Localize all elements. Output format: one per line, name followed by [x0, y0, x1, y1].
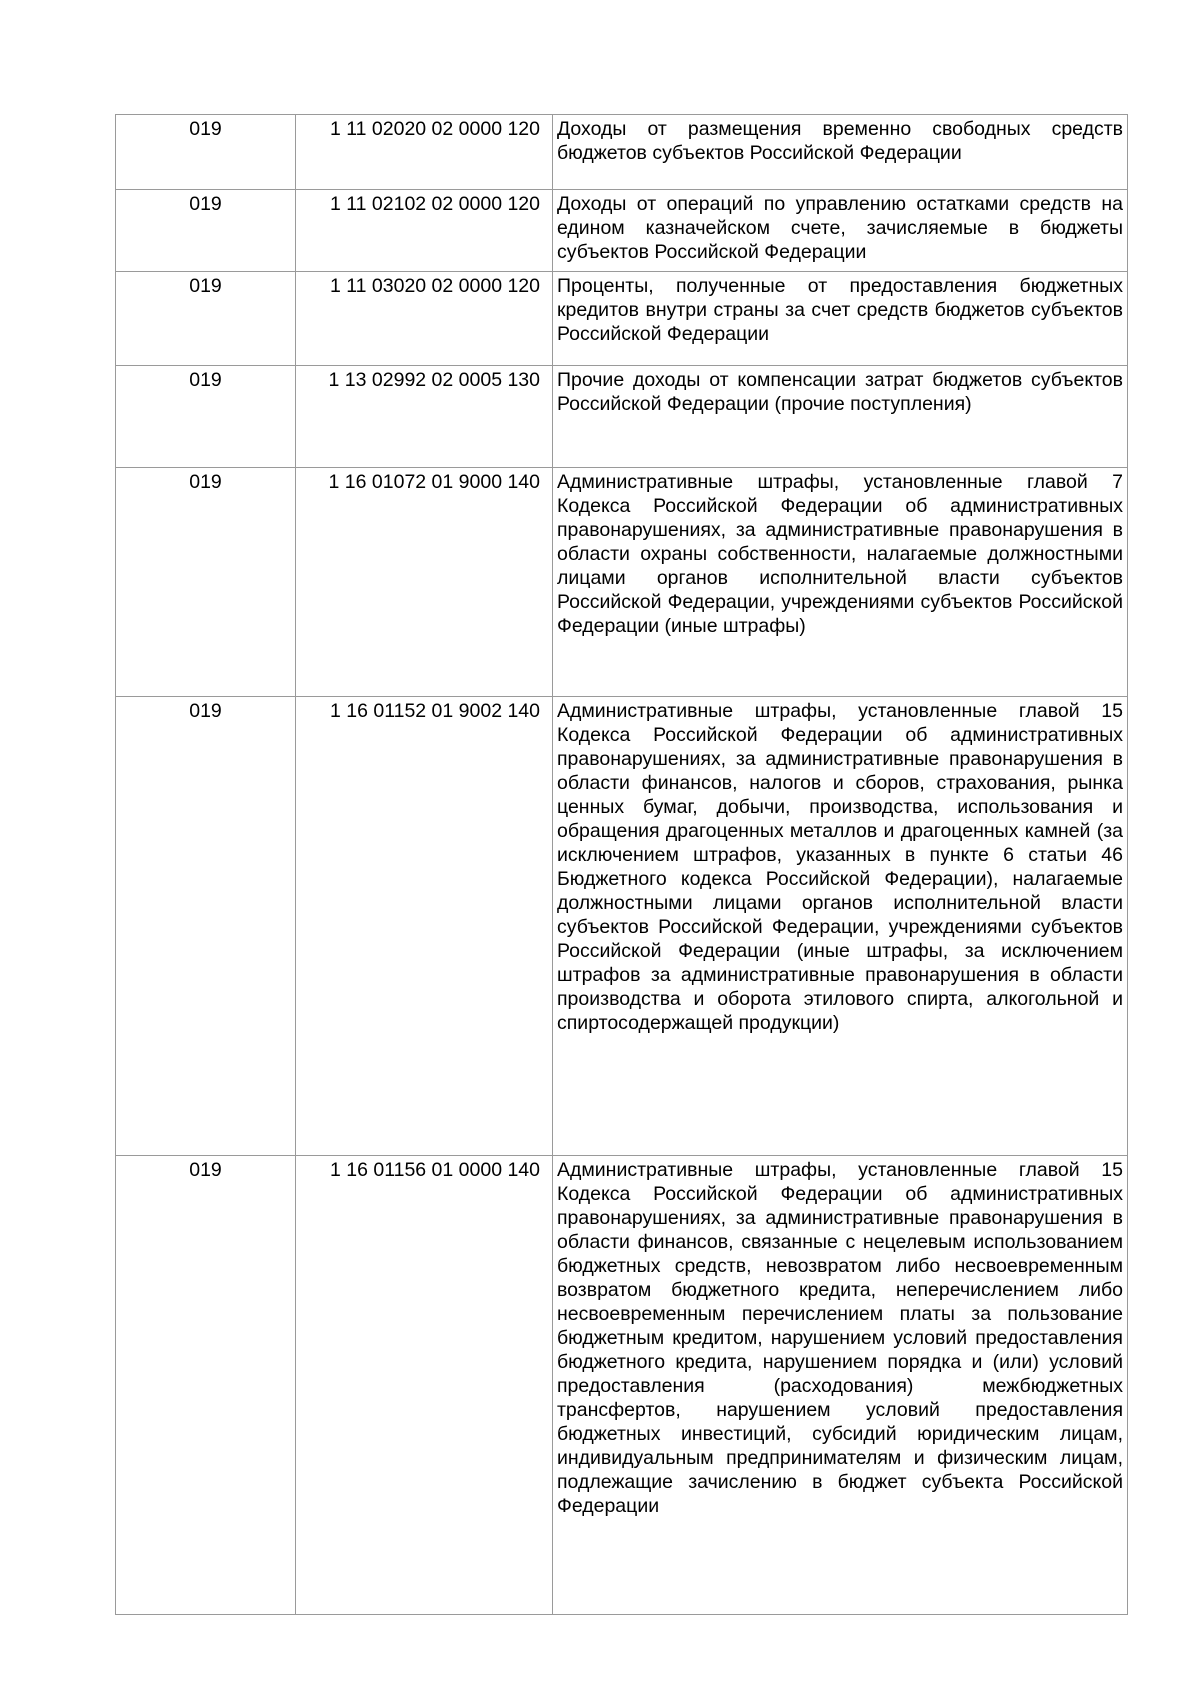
budget-classification-code-cell: 1 16 01072 01 9000 140 [296, 468, 553, 697]
budget-classification-code-cell: 1 11 02020 02 0000 120 [296, 115, 553, 190]
income-description-cell: Проценты, полученные от предоставления бюджетных кредитов внутри страны за счет средств бюджетов субъектов Российской Федерации [553, 272, 1128, 366]
admin-code-cell: 019 [116, 468, 296, 697]
table-row [116, 468, 1128, 697]
admin-code-cell: 019 [116, 366, 296, 468]
admin-code-cell: 019 [116, 115, 296, 190]
income-description-cell: Административные штрафы, установленные главой 7 Кодекса Российской Федерации об административных правонарушениях, за административные правонарушения в области охраны собственности, налагаемые должностными лицами органов исполнительной власти субъектов Российской Федерации, учреждениями субъектов Российской Федерации (иные штрафы) [553, 468, 1128, 697]
admin-code-cell: 019 [116, 1156, 296, 1615]
table-row [116, 697, 1128, 1156]
table-row [116, 190, 1128, 272]
admin-code-cell: 019 [116, 190, 296, 272]
budget-classification-code-cell: 1 16 01156 01 0000 140 [296, 1156, 553, 1615]
table-row [116, 115, 1128, 190]
table-row [116, 1156, 1128, 1615]
table-row [116, 366, 1128, 468]
budget-classification-code-cell: 1 11 02102 02 0000 120 [296, 190, 553, 272]
income-description-cell: Административные штрафы, установленные главой 15 Кодекса Российской Федерации об административных правонарушениях, за административные правонарушения в области финансов, связанные с нецелевым использованием бюджетных средств, невозвратом либо несвоевременным возвратом бюджетного кредита, неперечислением либо несвоевременным перечислением платы за пользование бюджетным кредитом, нарушением условий предоставления бюджетного кредита, нарушением порядка и (или) условий предоставления (расходования) межбюджетных трансфертов, нарушением условий предоставления бюджетных инвестиций, субсидий юридическим лицам, индивидуальным предпринимателям и физическим лицам, подлежащие зачислению в бюджет субъекта Российской Федерации [553, 1156, 1128, 1615]
budget-classification-code-cell: 1 13 02992 02 0005 130 [296, 366, 553, 468]
budget-classification-code-cell: 1 16 01152 01 9002 140 [296, 697, 553, 1156]
income-description-cell: Доходы от размещения временно свободных средств бюджетов субъектов Российской Федерации [553, 115, 1128, 190]
table-row [116, 272, 1128, 366]
income-description-cell: Доходы от операций по управлению остатками средств на едином казначейском счете, зачисляемые в бюджеты субъектов Российской Федерации [553, 190, 1128, 272]
budget-codes-table [115, 114, 1128, 1615]
income-description-cell: Административные штрафы, установленные главой 15 Кодекса Российской Федерации об административных правонарушениях, за административные правонарушения в области финансов, налогов и сборов, страхования, рынка ценных бумаг, добычи, производства, использования и обращения драгоценных металлов и драгоценных камней (за исключением штрафов, указанных в пункте 6 статьи 46 Бюджетного кодекса Российской Федерации), налагаемые должностными лицами органов исполнительной власти субъектов Российской Федерации, учреждениями субъектов Российской Федерации (иные штрафы, за исключением штрафов за административные правонарушения в области производства и оборота этилового спирта, алкогольной и спиртосодержащей продукции) [553, 697, 1128, 1156]
budget-classification-code-cell: 1 11 03020 02 0000 120 [296, 272, 553, 366]
income-description-cell: Прочие доходы от компенсации затрат бюджетов субъектов Российской Федерации (прочие поступления) [553, 366, 1128, 468]
admin-code-cell: 019 [116, 272, 296, 366]
admin-code-cell: 019 [116, 697, 296, 1156]
